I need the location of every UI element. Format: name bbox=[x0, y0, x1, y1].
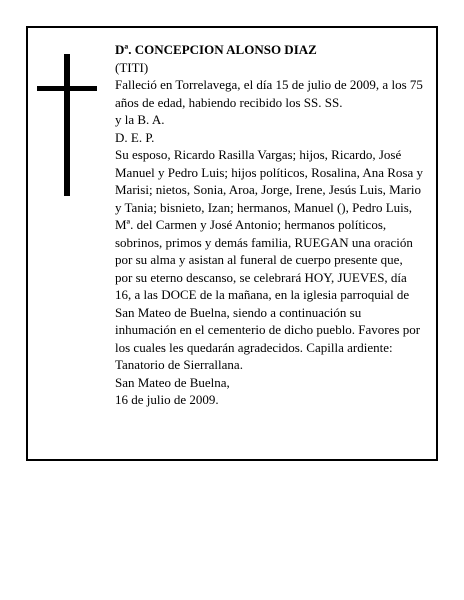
deceased-name: Dª. CONCEPCION ALONSO DIAZ bbox=[115, 42, 317, 57]
cross-vertical-bar bbox=[64, 54, 70, 196]
rip-line: D. E. P. bbox=[115, 129, 155, 145]
family-request: Su esposo, Ricardo Rasilla Vargas; hijos, Ricardo, José Manuel y Pedro Luis; hijos políticos, Rosalina, Ana Rosa y Marisi; nietos, Sonia, Aroa, Jorge, Irene, Jesús Luis, Mario y Tania; bisnieto, Izan; hermanos, Manuel (), Pedro Luis, Mª. del Carmen y José Antonio; hermanos políticos, sobrinos, primos y demás familia, RUEGAN una oración por su alma y asistan al funeral de cuerpo presente que, por su eterno descanso, se celebrará HOY, JUEVES, día 16, a las DOCE de la mañana, en la iglesia parroquial de San Mateo de Buelna, siendo a continuación su inhumación en el cementerio de dicho pueblo. Favores por los cuales les quedarán agradecidos. Capilla ardiente: Tanatorio de Sierrallana. bbox=[115, 147, 423, 372]
obituary-text-block bbox=[115, 41, 423, 409]
sacraments-line: y la B. A. bbox=[115, 112, 165, 127]
cross-horizontal-bar bbox=[37, 86, 97, 91]
death-announcement: Falleció en Torrelavega, el día 15 de julio de 2009, a los 75 años de edad, habiendo recibido los SS. SS. bbox=[115, 77, 423, 110]
deceased-nickname: (TITI) bbox=[115, 59, 149, 75]
latin-cross-icon bbox=[37, 54, 97, 196]
notice-date: 16 de julio de 2009. bbox=[115, 392, 219, 407]
notice-place: San Mateo de Buelna, bbox=[115, 374, 230, 390]
